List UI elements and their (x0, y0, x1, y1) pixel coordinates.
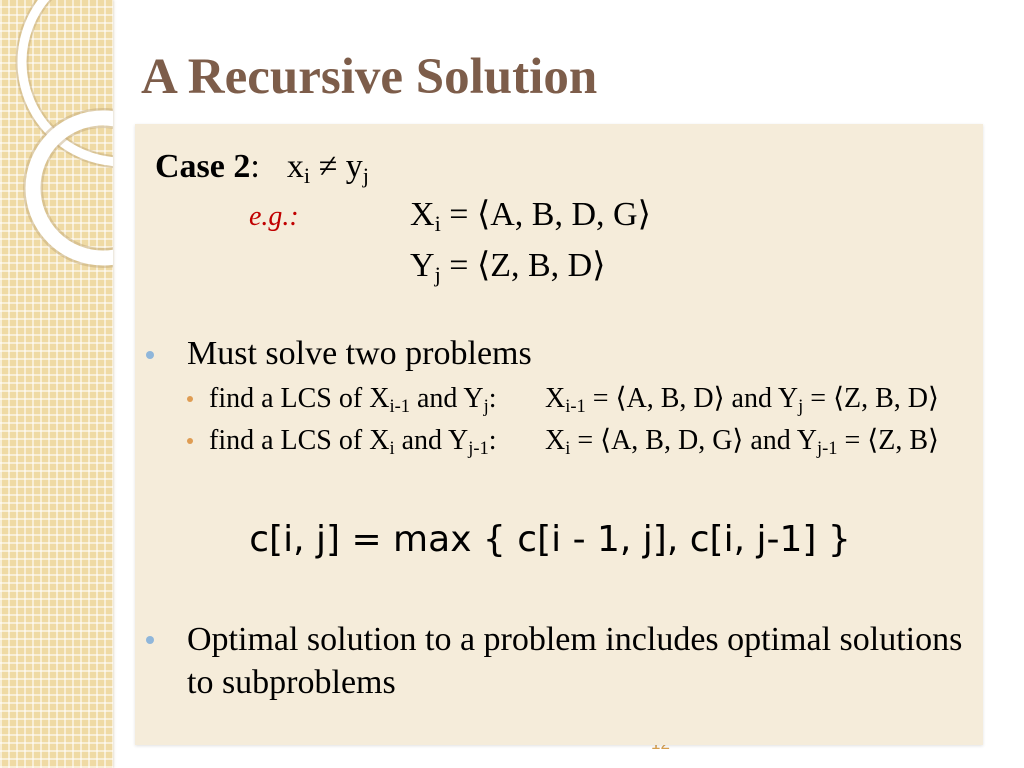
detail-text: = ⟨Z, B, D⟩ (803, 382, 939, 414)
bullet-text: Optimal solution to a problem includes optimal solutions to subproblems (187, 621, 963, 701)
case-colon: : (250, 147, 260, 185)
detail-text: = ⟨Z, B⟩ (837, 424, 939, 456)
slide-title: A Recursive Solution (141, 49, 598, 105)
sub-bullet-lead (209, 425, 497, 456)
lead-text: and Y (394, 424, 469, 456)
example-value: = ⟨A, B, D, G⟩ (440, 195, 651, 233)
example-subscript: i (434, 210, 441, 236)
sub-bullet-lead (209, 383, 497, 414)
sub-bullet-item (209, 382, 939, 416)
bullet-dot (146, 636, 154, 644)
sub-bullet-detail (545, 382, 939, 416)
lead-text: : (488, 424, 497, 456)
decorative-rings (0, 0, 113, 768)
case-left-variable: x (286, 147, 304, 185)
case-right-variable: y (345, 147, 363, 185)
sub-bullet-detail (545, 424, 939, 458)
detail-text: X (545, 424, 566, 456)
detail-text: = ⟨A, B, D⟩ and Y (585, 382, 799, 414)
case-label: Case 2 (155, 147, 251, 185)
lead-text: : (488, 382, 497, 414)
bullet-item (187, 337, 532, 371)
example-row-y (410, 246, 606, 287)
lead-subscript: i (389, 437, 395, 458)
sub-bullet-item (209, 424, 939, 458)
lead-text: find a LCS of X (209, 382, 390, 414)
case-line (155, 147, 369, 188)
example-subscript: j (434, 261, 441, 287)
lead-subscript: i-1 (389, 395, 410, 416)
lead-text: and Y (409, 382, 484, 414)
case-relation-symbol: ≠ (318, 147, 338, 185)
detail-subscript: j (798, 395, 804, 416)
example-value: = ⟨Z, B, D⟩ (440, 246, 606, 284)
lead-subscript: j-1 (468, 437, 489, 458)
decorative-ring (33, 118, 113, 258)
detail-subscript: i (565, 437, 571, 458)
bullet-item (187, 618, 979, 704)
case-left-subscript: i (303, 162, 311, 188)
example-row-x (410, 195, 651, 236)
example-variable: X (410, 195, 435, 233)
detail-text: X (545, 382, 566, 414)
sub-bullet-dot (187, 396, 193, 402)
sub-bullet-dot (187, 438, 193, 444)
example-variable: Y (410, 246, 435, 284)
example-label: e.g.: (249, 200, 299, 232)
content-panel (135, 124, 983, 745)
bullet-text: Must solve two problems (187, 335, 532, 372)
case-right-subscript: j (362, 162, 369, 188)
recurrence-formula: c[i, j] = max { c[i - 1, j], c[i, j-1] } (249, 518, 851, 560)
bullet-dot (146, 351, 154, 359)
detail-subscript: j-1 (816, 437, 838, 458)
detail-subscript: i-1 (565, 395, 586, 416)
lead-subscript: j (483, 395, 489, 416)
lead-text: find a LCS of X (209, 424, 390, 456)
detail-text: = ⟨A, B, D, G⟩ and Y (570, 424, 817, 456)
